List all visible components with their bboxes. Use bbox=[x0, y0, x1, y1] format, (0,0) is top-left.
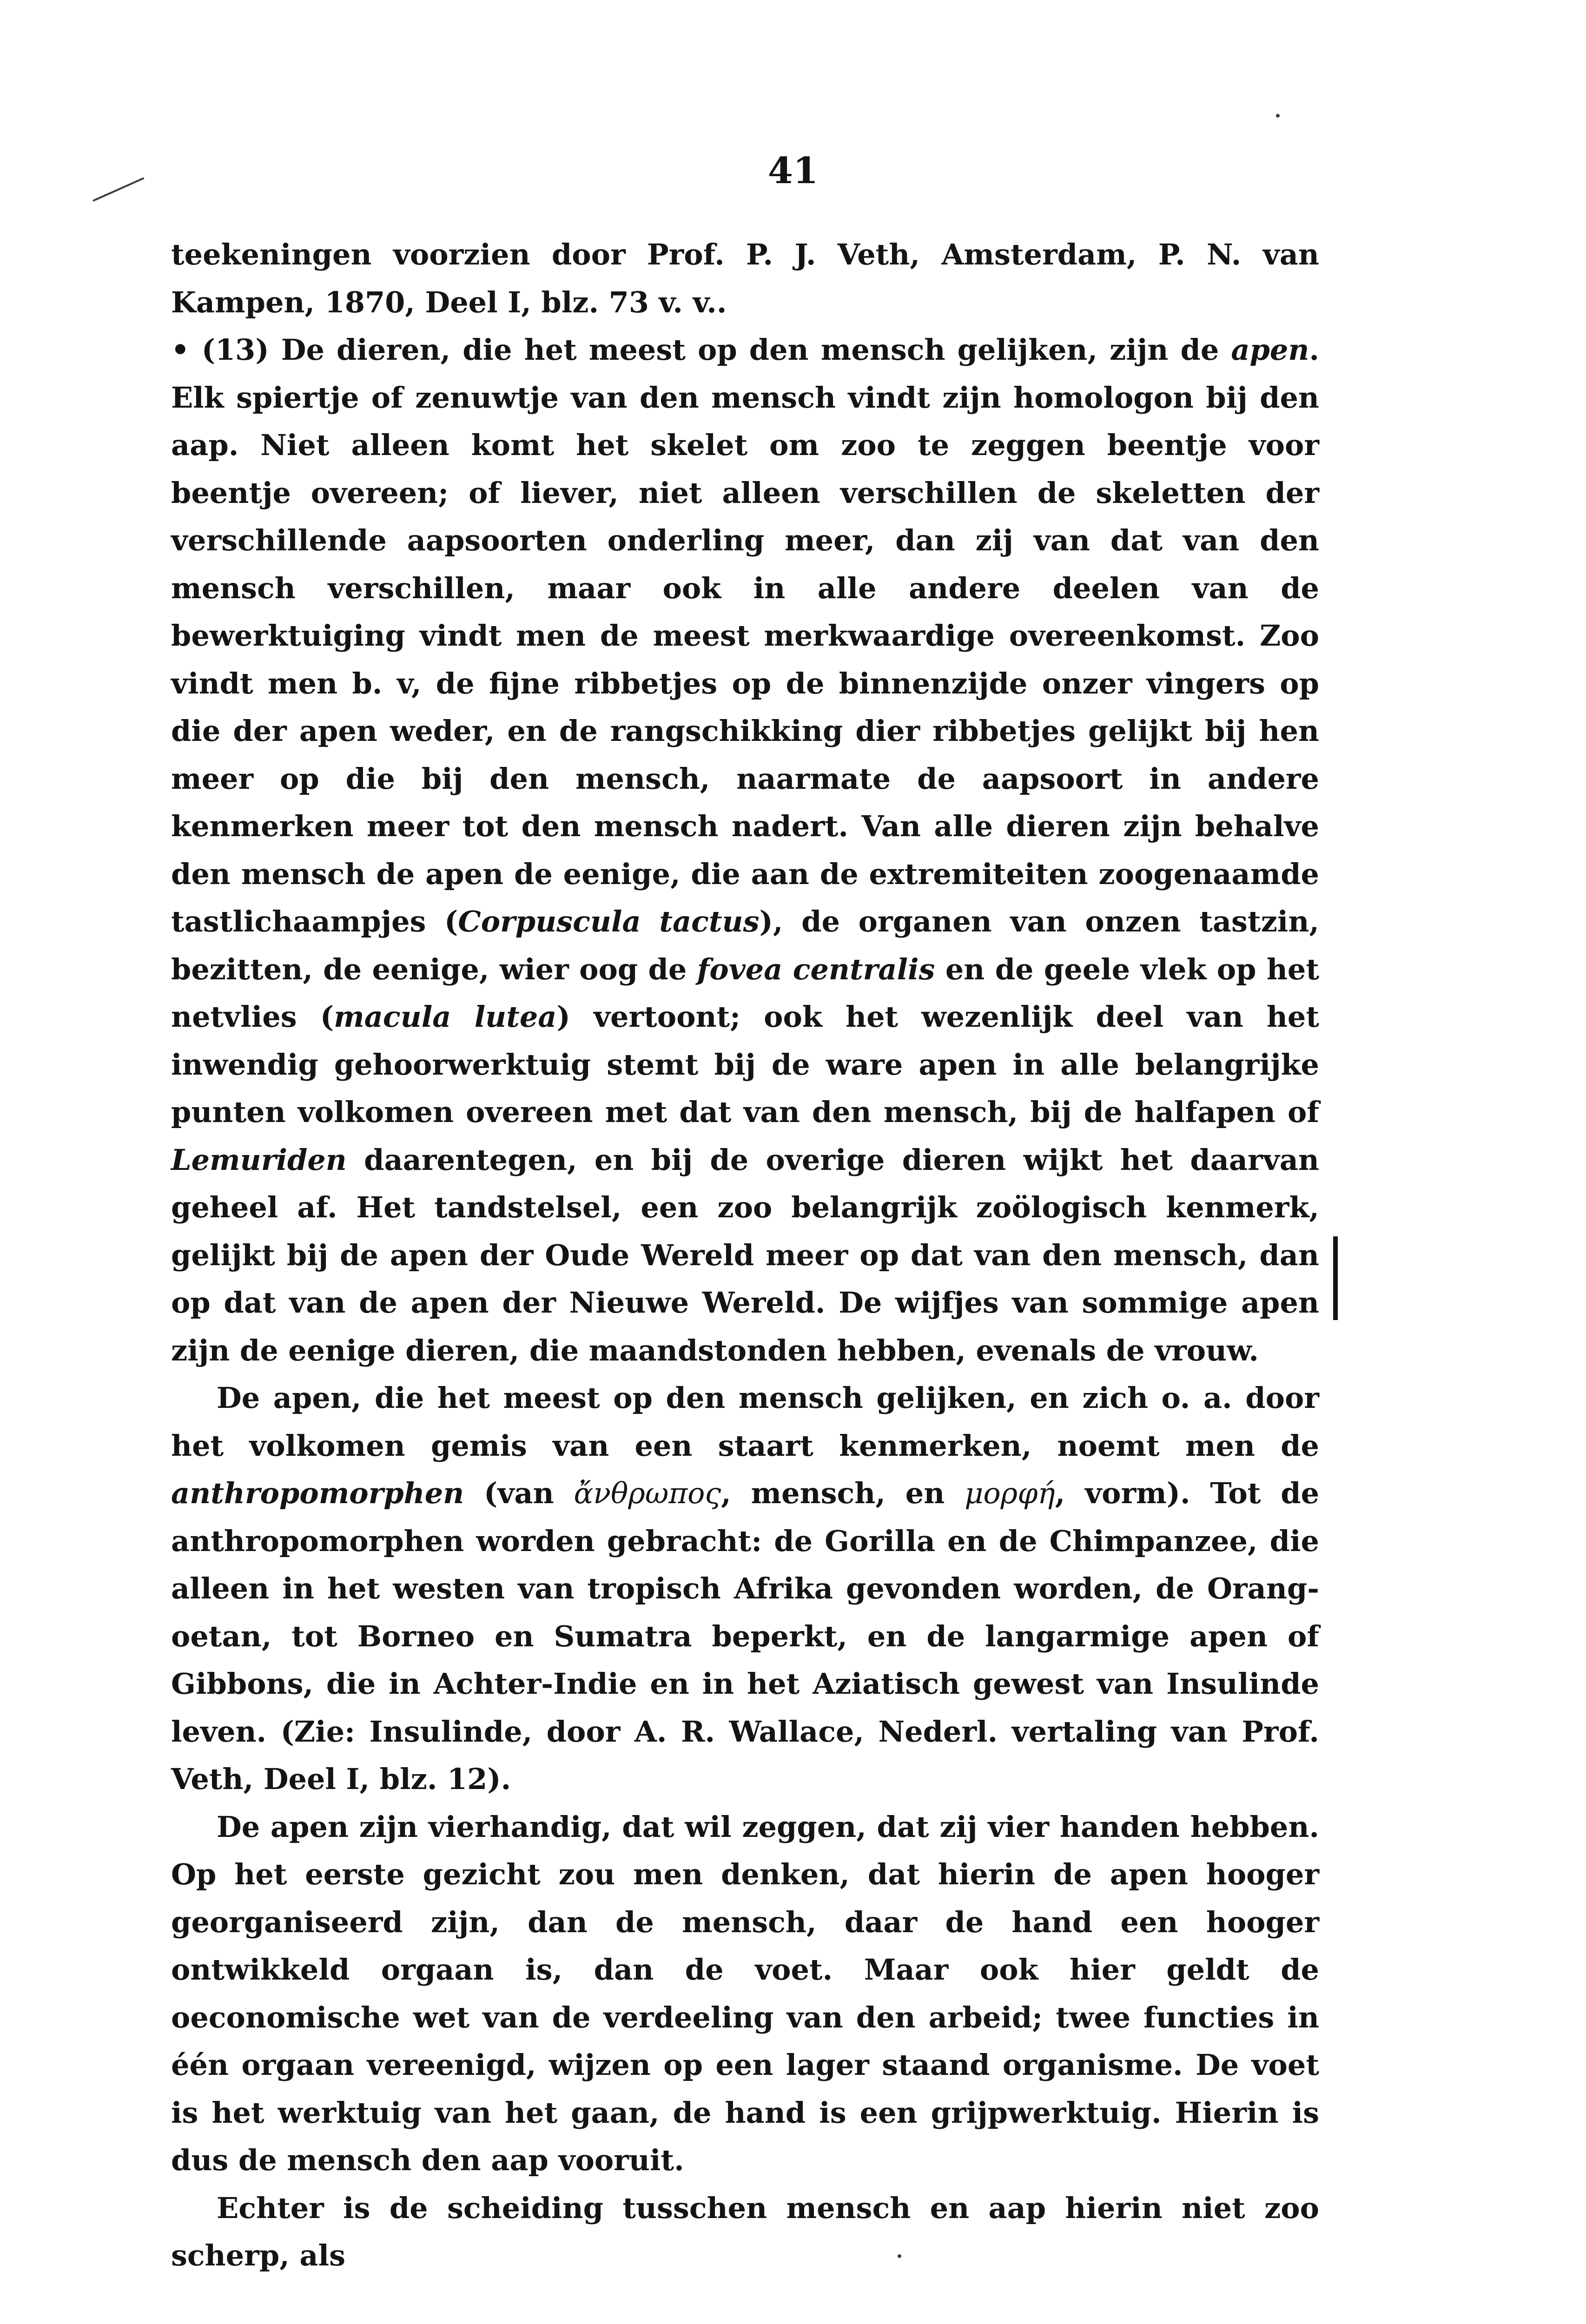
ink-speck bbox=[1276, 114, 1280, 118]
page-body bbox=[171, 231, 1319, 2280]
italic-term-corpuscula-tactus: Corpuscula tactus bbox=[458, 905, 760, 938]
italic-term-lemuriden: Lemuriden bbox=[171, 1142, 347, 1177]
text-run: ) vertoont; ook het wezenlijk deel van het inwendig gehoorwerktuig stemt bij de ware apen in alle belangrijke punten volkomen overeen met dat van den mensch, bij de halfapen of bbox=[171, 1000, 1319, 1129]
paragraph-anthropomorphen bbox=[171, 1374, 1319, 1803]
paragraph-note-13 bbox=[171, 326, 1319, 1374]
paragraph-continuation: teekeningen voorzien door Prof. P. J. Veth, Amsterdam, P. N. van Kampen, 1870, Deel I, blz. 73 v. v.. bbox=[171, 238, 1319, 319]
text-run: . Elk spiertje of zenuwtje van den mensch vindt zijn homologon bij den aap. Niet alleen komt het skelet om zoo te zeggen beentje voor beentje overeen; of liever, niet alleen verschillen de skeletten der verschillende aapsoorten onderling meer, dan zij van dat van den mensch verschillen, maar ook in alle andere deelen van de bewerktuiging vindt men de meest merkwaardige overeenkomst. Zoo vindt men b. v, de fijne ribbetjes op de binnenzijde onzer vingers op die der apen weder, en de rangschikking dier ribbetjes gelijkt bij hen meer op die bij den mensch, naarmate de aapsoort in andere kenmerken meer tot den mensch nadert. Van alle dieren zijn behalve den mensch de apen de eenige, die aan de extremiteiten zoogenaamde tastlichaampjes ( bbox=[171, 333, 1319, 938]
text-run: • (13) De dieren, die het meest op den mensch gelijken, zijn de bbox=[171, 333, 1231, 367]
text-run: daarentegen, en bij de overige dieren wijkt het daarvan geheel af. Het tandstelsel, een zoo belangrijk zoölogisch kenmerk, gelijkt bij de apen der Oude Wereld meer op dat van den mensch, dan op dat van de apen der Nieuwe Wereld. De wijfjes van sommige apen zijn de eenige dieren, die maandstonden hebben, evenals de vrouw. bbox=[171, 1142, 1319, 1367]
italic-term-macula-lutea: macula lutea bbox=[334, 1000, 557, 1034]
text-run: ), de organen van onzen tastzin, bezitten, de eenige, wier oog de bbox=[171, 905, 1319, 986]
text-run: , vorm). Tot de anthropomorphen worden gebracht: de Gorilla en de Chimpanzee, die alleen in het westen van tropisch Afrika gevonden worden, de Orang-oetan, tot Borneo en Sumatra beperkt, en de langarmige apen of Gibbons, die in Achter-Indie en in het Aziatisch gewest van Insulinde leven. (Zie: Insulinde, door A. R. Wallace, Nederl. vertaling van Prof. Veth, Deel I, blz. 12). bbox=[171, 1476, 1320, 1796]
italic-term-anthropomorphen: anthropomorphen bbox=[171, 1476, 464, 1510]
text-run: (van bbox=[464, 1476, 574, 1510]
page-number: 41 bbox=[767, 150, 819, 192]
greek-word-morphe: μορφή bbox=[965, 1476, 1055, 1510]
margin-line bbox=[1333, 1236, 1338, 1320]
text-run: De apen, die het meest op den mensch gelijken, en zich o. a. door het volkomen gemis van een staart kenmerken, noemt men de bbox=[171, 1381, 1319, 1463]
text-run: en de geele vlek op het netvlies ( bbox=[171, 952, 1320, 1034]
greek-word-anthropos: ἄνθρωπος bbox=[574, 1476, 721, 1510]
paragraph-echter: Echter is de scheiding tusschen mensch en aap hierin niet zoo scherp, als bbox=[171, 2191, 1319, 2272]
italic-term-apen: apen bbox=[1231, 333, 1309, 367]
italic-term-fovea-centralis: fovea centralis bbox=[697, 952, 935, 986]
paragraph-vierhandig: De apen zijn vierhandig, dat wil zeggen, dat zij vier handen hebben. Op het eerste gezicht zou men denken, dat hierin de apen hooger georganiseerd zijn, dan de mensch, daar de hand een hooger ontwikkeld orgaan is, dan de voet. Maar ook hier geldt de oeconomische wet van de verdeeling van den arbeid; twee functies in één orgaan vereenigd, wijzen op een lager staand organisme. De voet is het werktuig van het gaan, de hand is een grijpwerktuig. Hierin is dus de mensch den aap vooruit. bbox=[171, 1809, 1319, 2177]
text-run: , mensch, en bbox=[721, 1476, 965, 1510]
